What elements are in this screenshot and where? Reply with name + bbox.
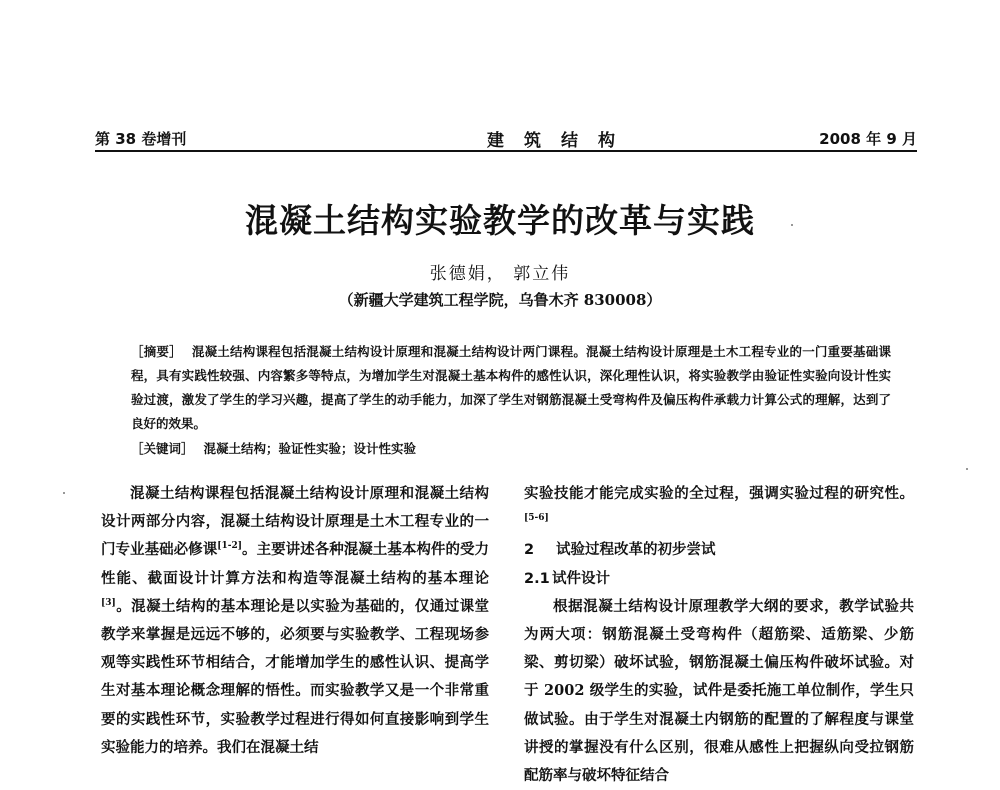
- body-paragraph: [101, 480, 489, 762]
- author-list: 张德娟， 郭立伟: [429, 264, 571, 284]
- subsection-heading: [524, 565, 914, 593]
- header-rule: [95, 150, 917, 152]
- citation: [5-6]: [524, 513, 549, 524]
- scan-speck: [791, 224, 793, 226]
- keywords: [131, 437, 891, 461]
- body-paragraph: 根据混凝土结构设计原理教学大纲的要求，教学试验共为两大项：钢筋混凝土受弯构件（超筋梁、适筋梁、少筋梁、剪切梁）破坏试验，钢筋混凝土偏压构件破坏试验。对于 2002 级学生的实验，试件是委托施工单位制作，学生只做试验。由于学生对混凝土内钢筋的配置的了解程度与课堂讲授的掌握没有什么区别，很难从感性上把握纵向受拉钢筋配筋率与破坏特征结合: [524, 597, 914, 785]
- body-text: 。主要讲述各种混凝土基本构件的受力性能、截面设计计算方法和构造等混凝土结构的基本理论: [101, 541, 490, 587]
- header-journal-name: 建筑结构: [487, 131, 635, 151]
- subsection-title: 试件设计: [552, 570, 610, 587]
- header-volume: 第 38 卷增刊: [95, 130, 187, 148]
- keywords-label: ［关键词］: [131, 441, 194, 456]
- abstract: [131, 340, 891, 436]
- section-number: 2: [524, 542, 535, 559]
- running-header: [95, 124, 917, 150]
- affiliation: （新疆大学建筑工程学院，乌鲁木齐 830008）: [338, 291, 662, 309]
- abstract-text: 混凝土结构课程包括混凝土结构设计原理和混凝土结构设计两门课程。混凝土结构设计原理是土木工程专业的一门重要基础课程，具有实践性较强、内容繁多等特点，为增加学生对混凝土基本构件的感性认识，深化理性认识，将实验教学由验证性实验向设计性实验过渡，激发了学生的学习兴趣，提高了学生的动手能力，加深了学生对钢筋混凝土受弯构件及偏压构件承载力计算公式的理解，达到了良好的效果。: [131, 344, 891, 431]
- body-text: 。混凝土结构的基本理论是以实验为基础的，仅通过课堂教学来掌握是远远不够的，必须要与实验教学、工程现场参观等实践性环节相结合，才能增加学生的感性认识、提高学生对基本理论概念理解的悟性。而实验教学又是一个非常重要的实践性环节，实验教学过程进行得如何直接影响到学生实验能力的培养。我们在混凝土结: [101, 597, 489, 756]
- subsection-number: 2.1: [524, 570, 550, 587]
- scan-speck: [63, 492, 65, 494]
- body-text: 实验技能才能完成实验的全过程，强调实验过程的研究性。: [524, 485, 914, 502]
- citation: [3]: [101, 597, 116, 608]
- body-column-right: [524, 480, 914, 790]
- keywords-text: 混凝土结构；验证性实验；设计性实验: [203, 441, 417, 456]
- section-title: 试验过程改革的初步尝试: [556, 542, 716, 559]
- section-heading: [524, 536, 914, 564]
- scan-speck: [966, 468, 968, 470]
- header-date: 2008 年 9 月: [819, 130, 917, 148]
- body-text: 混凝土结构课程包括混凝土结构设计原理和混凝土结构设计两部分内容，混凝土结构设计原理是土木工程专业的一门专业基础必修课: [101, 485, 489, 559]
- body-paragraph: [524, 480, 914, 536]
- abstract-label: ［摘要］: [131, 344, 182, 359]
- paper-title: 混凝土结构实验教学的改革与实践: [245, 201, 755, 240]
- citation: [1-2]: [217, 541, 243, 552]
- body-column-left: [101, 480, 489, 762]
